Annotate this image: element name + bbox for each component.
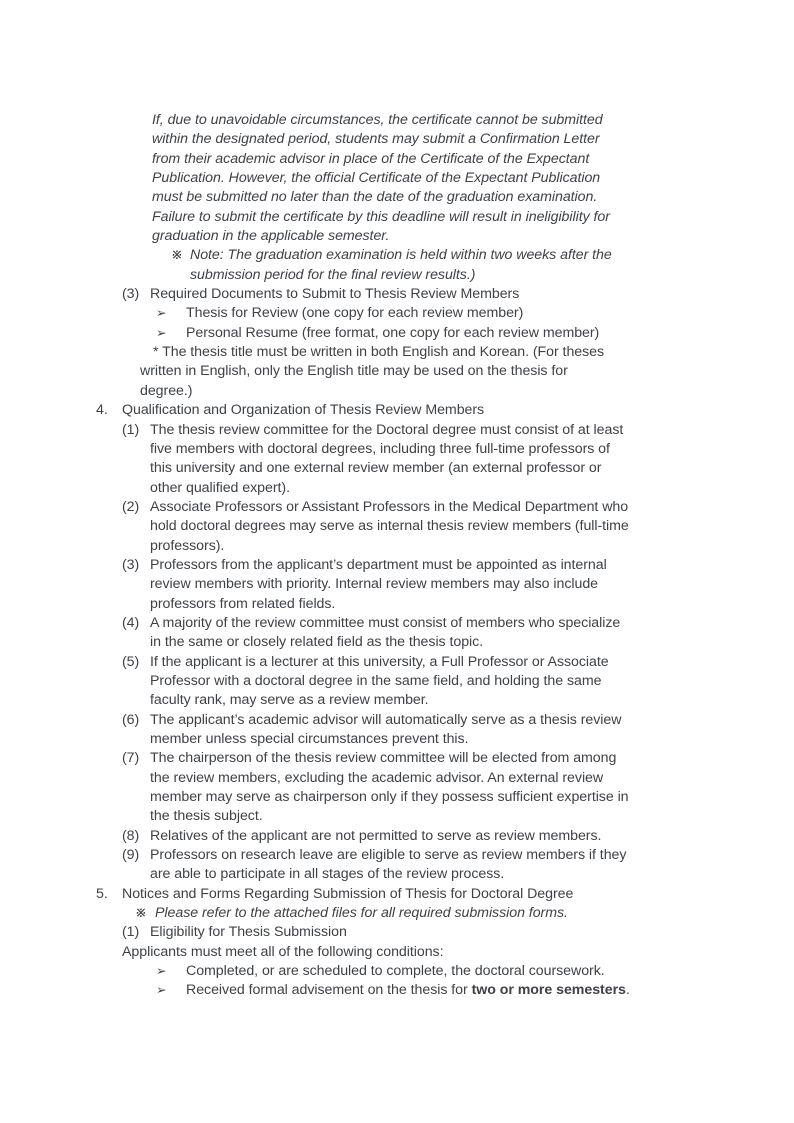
text-line: the review members, excluding the academic advisor. An external review [150,769,604,786]
text-line: must be submitted no later than the date of the graduation examination. [152,189,598,206]
text-line: faculty rank, may serve as a review member. [150,692,429,709]
text-line: Required Documents to Submit to Thesis Review Members [150,286,520,303]
text-line: other qualified expert). [150,479,290,496]
text-line: submission period for the final review results.) [190,266,476,283]
list-number: (2) [122,498,140,515]
text-line: Personal Resume (free format, one copy for each review member) [186,324,600,341]
text-line: member may serve as chairperson only if they possess sufficient expertise in [150,789,629,806]
text-line: If the applicant is a lecturer at this university, a Full Professor or Associate [150,653,609,670]
text-line: Please refer to the attached files for all required submission forms. [155,905,568,922]
text-line: Publication. However, the official Certificate of the Expectant Publication [152,170,601,187]
certificate-substitution-paragraph [95,111,755,246]
document-content [95,111,755,1001]
text-line: Note: The graduation examination is held within two weeks after the [190,247,612,264]
text-line: A majority of the review committee must consist of members who specialize [150,614,621,631]
text-line: The chairperson of the thesis review committee will be elected from among [150,750,617,767]
text-line: * The thesis title must be written in both English and Korean. (For theses [153,344,605,361]
list-number: 5. [96,885,108,902]
item-4-7-chairperson-election [95,749,755,826]
text-line: The applicant’s academic advisor will automatically serve as a thesis review [150,711,622,728]
list-number: (7) [122,750,140,767]
graduation-exam-note [95,246,755,285]
text-line: five members with doctoral degrees, including three full-time professors of [150,440,610,457]
text-line: Notices and Forms Regarding Submission of Thesis for Doctoral Degree [122,885,574,902]
bullet-coursework-condition [95,962,755,981]
text-line: hold doctoral degrees may serve as internal thesis review members (full-time [150,518,629,535]
required-documents-heading [95,285,755,304]
text-line: Qualification and Organization of Thesis Review Members [122,402,485,419]
section-5-heading [95,885,755,904]
bold-phrase: two or more semesters [471,982,626,999]
text-line: Relatives of the applicant are not permitted to serve as review members. [150,827,602,844]
eligibility-intro [95,943,755,962]
item-5-1-eligibility-heading [95,923,755,942]
arrow-bullet: ➢ [156,306,167,321]
text-line: degree.) [140,382,193,399]
list-number: 4. [96,402,108,419]
list-number: (5) [122,653,140,670]
text-line: Completed, or are scheduled to complete, the doctoral coursework. [186,963,605,980]
arrow-bullet: ➢ [156,325,167,340]
text-line: Thesis for Review (one copy for each review member) [186,305,524,322]
text-line: Professors on research leave are eligible to serve as review members if they [150,847,627,864]
text-line: member unless special circumstances prevent this. [150,731,469,747]
list-number: (3) [122,286,140,303]
text-line: Professors from the applicant’s department must be appointed as internal [150,556,607,573]
text-line: within the designated period, students may submit a Confirmation Letter [152,131,600,148]
item-4-1-committee-composition [95,421,755,498]
text-line: Applicants must meet all of the following conditions: [122,943,444,960]
bullet-personal-resume [95,324,755,343]
text-line: professors from related fields. [150,595,336,612]
text-line: Failure to submit the certificate by this deadline will result in ineligibility for [152,208,610,225]
list-number: (1) [122,421,140,438]
item-4-3-department-priority [95,556,755,614]
list-number: (6) [122,711,140,728]
item-4-2-associate-professors [95,498,755,556]
text-line: in the same or closely related field as the thesis topic. [150,634,484,651]
text-line: Associate Professors or Assistant Professors in the Medical Department who [150,498,629,515]
text-line: from their academic advisor in place of the Certificate of the Expectant [152,150,590,167]
text-line: If, due to unavoidable circumstances, the certificate cannot be submitted [152,112,603,128]
forms-note [95,904,755,923]
list-number: (4) [122,614,140,631]
list-number: (9) [122,847,140,864]
text-line: graduation in the applicable semester. [152,228,390,245]
text-line: professors). [150,537,225,554]
text-line: The thesis review committee for the Doctoral degree must consist of at least [150,421,624,438]
item-4-5-lecturer-rule [95,653,755,711]
text-line: Eligibility for Thesis Submission [150,924,347,941]
text-line: written in English, only the English title may be used on the thesis for [140,363,568,380]
item-4-4-majority-specialization [95,614,755,653]
reference-mark: ※ [135,905,147,922]
list-number: (8) [122,827,140,844]
bullet-thesis-for-review [95,304,755,323]
text-line: Professor with a doctoral degree in the same field, and holding the same [150,672,602,689]
text-line: review members with priority. Internal review members may also include [150,576,599,593]
item-4-8-relatives-excluded [95,827,755,846]
arrow-bullet: ➢ [156,983,167,998]
text-line: are able to participate in all stages of the review process. [150,866,505,883]
text-line: Received formal advisement on the thesis for two or more semesters. [186,982,630,999]
reference-mark: ※ [171,247,183,264]
text-line: the thesis subject. [150,808,263,825]
text-line: this university and one external review member (an external professor or [150,460,602,477]
item-4-6-academic-advisor [95,711,755,750]
list-number: (3) [122,556,140,573]
item-4-9-research-leave [95,846,755,885]
bullet-advisement-condition [95,981,755,1000]
thesis-title-note [95,343,755,401]
list-number: (1) [122,924,140,941]
arrow-bullet: ➢ [156,964,167,979]
section-4-heading [95,401,755,420]
